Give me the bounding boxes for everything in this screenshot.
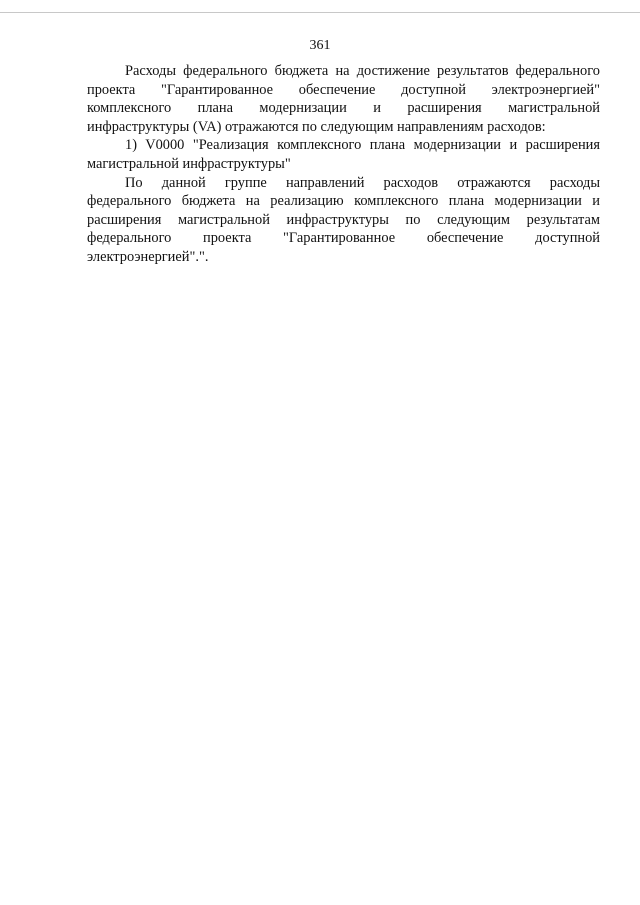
text-line: расширения магистральной инфраструктуры по следующим результатам <box>87 211 600 228</box>
text-line: магистральной инфраструктуры" <box>87 155 291 172</box>
text-line: Расходы федерального бюджета на достижение результатов федерального <box>125 63 600 79</box>
paragraph-direction-description <box>87 174 600 267</box>
scan-edge-line <box>0 12 640 13</box>
text-line: По данной группе направлений расходов отражаются расходы <box>125 174 600 191</box>
text-line: инфраструктуры (VA) отражаются по следующим направлениям расходов: <box>87 118 546 135</box>
text-line: комплексного плана модернизации и расширения магистральной <box>87 100 600 117</box>
text-line: 1) V0000 "Реализация комплексного плана модернизации и расширения <box>125 137 600 154</box>
text-line: федерального проекта "Гарантированное обеспечение доступной <box>87 230 600 247</box>
text-line: федерального бюджета на реализацию комплексного плана модернизации и <box>87 193 600 210</box>
document-body <box>87 62 600 267</box>
paragraph-direction-v0000 <box>87 136 600 173</box>
text-line: проекта "Гарантированное обеспечение доступной электроэнергией" <box>87 81 600 98</box>
text-line: электроэнергией".". <box>87 248 209 265</box>
paragraph-expenses-intro <box>87 62 600 136</box>
page-number: 361 <box>309 38 331 53</box>
